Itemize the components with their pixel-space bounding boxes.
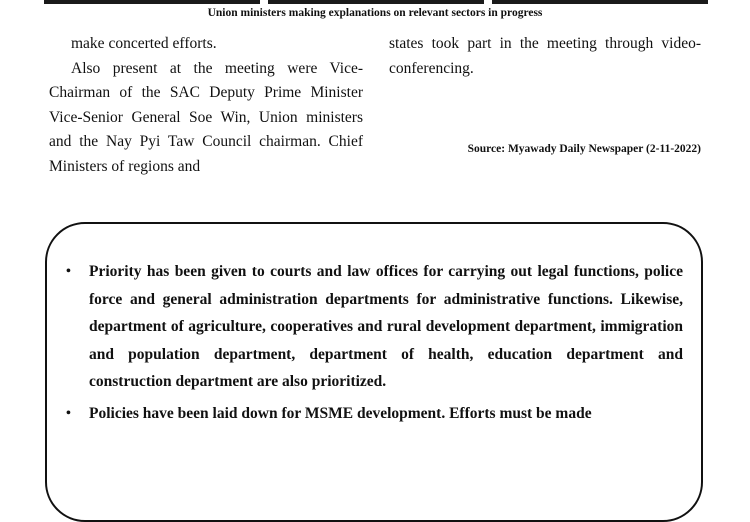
photo-left-edge [44,0,260,4]
right-paragraph-1: states took part in the meeting through video-conferencing. [389,35,701,77]
bullet-dot-icon: • [66,405,71,421]
photo-strip [44,0,708,4]
bullet-dot-icon: • [66,264,71,279]
left-paragraph-1: make concerted efforts. [71,35,217,52]
left-column [49,32,363,179]
right-column [389,32,701,81]
photo-caption: Union ministers making explanations on relevant sectors in progress [207,7,543,19]
source-citation: Source: Myawady Daily Newspaper (2-11-2022) [467,143,701,155]
bullet-item [66,400,683,428]
bullet-text: Policies have been laid down for MSME development. Efforts must be made [89,404,592,422]
bullet-text: Priority has been given to courts and law offices for carrying out legal functions, police force and general administration departments for administrative functions. Likewise, department of agriculture, cooperatives and rural development department, immigration and population department, department of health, education department and construction department are also prioritized. [89,263,683,391]
photo-right-edge [492,0,708,4]
bullet-item [66,258,683,396]
highlight-bullet-list [66,258,683,432]
photo-center-edge [268,0,484,4]
left-paragraph-2: Also present at the meeting were Vice-Chairman of the SAC Deputy Prime Minister Vice-Senior General Soe Win, Union ministers and the Nay Pyi Taw Council chairman. Chief Ministers of regions and [49,59,363,175]
